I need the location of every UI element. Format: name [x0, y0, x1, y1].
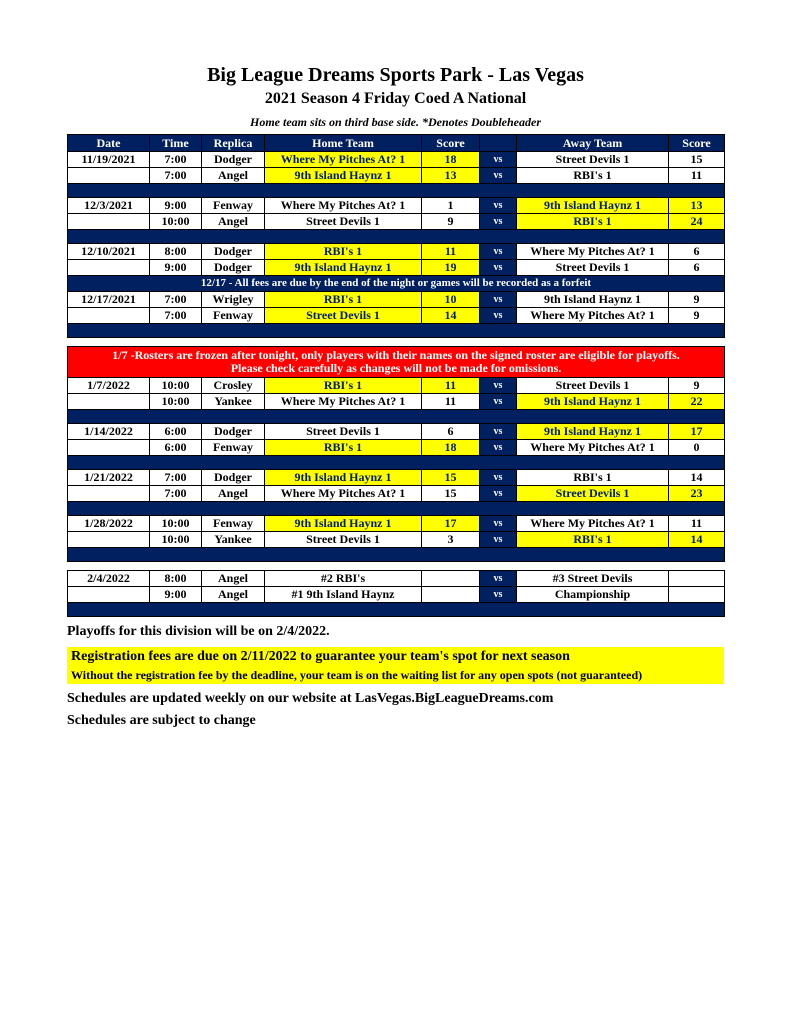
- away-score-cell: 0: [669, 440, 725, 456]
- time-cell: 7:00: [150, 486, 202, 502]
- away-team-cell: Street Devils 1: [517, 152, 669, 168]
- page-title: Big League Dreams Sports Park - Las Vegas: [207, 64, 584, 86]
- replica-cell: Wrigley: [202, 292, 265, 308]
- table-row-game: [68, 424, 725, 440]
- home-score-cell: 19: [422, 260, 480, 276]
- home-team-cell: #2 RBI's: [265, 571, 422, 587]
- notice-line: 1/7 -Rosters are frozen after tonight, only players with their names on the signed roster are eligible for playoffs.: [112, 348, 680, 362]
- home-score-cell: 11: [422, 394, 480, 410]
- away-score-cell: 9: [669, 292, 725, 308]
- subject-to-change-note: Schedules are subject to change: [67, 713, 256, 728]
- away-score-cell: [669, 571, 725, 587]
- away-team-cell: Championship: [517, 587, 669, 603]
- away-score-cell: 11: [669, 516, 725, 532]
- time-cell: 10:00: [150, 516, 202, 532]
- header-away-team: Away Team: [517, 135, 669, 152]
- replica-cell: Angel: [202, 168, 265, 184]
- page-subtitle: 2021 Season 4 Friday Coed A National: [264, 90, 527, 107]
- separator-bar: [68, 230, 725, 244]
- vs-cell: vs: [480, 587, 517, 603]
- home-team-cell: #1 9th Island Haynz: [265, 587, 422, 603]
- home-team-cell: Street Devils 1: [265, 532, 422, 548]
- gap-spacer: [68, 562, 725, 571]
- home-score-cell: 13: [422, 168, 480, 184]
- away-score-cell: 6: [669, 260, 725, 276]
- notice-navy: [68, 276, 725, 292]
- home-score-cell: 15: [422, 486, 480, 502]
- away-score-cell: 15: [669, 152, 725, 168]
- date-cell: [68, 440, 150, 456]
- header-home-team: Home Team: [265, 135, 422, 152]
- vs-cell: vs: [480, 198, 517, 214]
- away-score-cell: 9: [669, 308, 725, 324]
- away-score-cell: 9: [669, 378, 725, 394]
- table-row-game: [68, 532, 725, 548]
- home-score-cell: [422, 587, 480, 603]
- away-team-cell: 9th Island Haynz 1: [517, 424, 669, 440]
- header-time: Time: [150, 135, 202, 152]
- notice-line: 12/17 - All fees are due by the end of the night or games will be recorded as a forfeit: [200, 277, 592, 289]
- home-score-cell: [422, 571, 480, 587]
- date-cell: 2/4/2022: [68, 571, 150, 587]
- home-score-cell: 18: [422, 152, 480, 168]
- vs-cell: vs: [480, 168, 517, 184]
- vs-cell: vs: [480, 516, 517, 532]
- table-row-separator: [68, 603, 725, 617]
- header-home-score: Score: [422, 135, 480, 152]
- time-cell: 9:00: [150, 587, 202, 603]
- away-team-cell: 9th Island Haynz 1: [517, 198, 669, 214]
- table-row-game: [68, 152, 725, 168]
- date-cell: [68, 308, 150, 324]
- away-team-cell: Where My Pitches At? 1: [517, 516, 669, 532]
- vs-cell: vs: [480, 378, 517, 394]
- notice-line: Please check carefully as changes will not be made for omissions.: [230, 361, 562, 375]
- time-cell: 6:00: [150, 424, 202, 440]
- vs-cell: vs: [480, 308, 517, 324]
- time-cell: 9:00: [150, 260, 202, 276]
- away-team-cell: Street Devils 1: [517, 378, 669, 394]
- header-row: [68, 135, 725, 152]
- home-score-cell: 1: [422, 198, 480, 214]
- date-cell: 12/10/2021: [68, 244, 150, 260]
- table-row-separator: [68, 184, 725, 198]
- vs-cell: vs: [480, 440, 517, 456]
- date-cell: [68, 486, 150, 502]
- away-score-cell: 14: [669, 532, 725, 548]
- time-cell: 7:00: [150, 308, 202, 324]
- table-row-separator: [68, 502, 725, 516]
- date-cell: 12/17/2021: [68, 292, 150, 308]
- notice-red: [68, 347, 725, 378]
- home-score-cell: 11: [422, 378, 480, 394]
- table-row-game: [68, 516, 725, 532]
- home-team-cell: RBI's 1: [265, 292, 422, 308]
- separator-bar: [68, 548, 725, 562]
- date-cell: [68, 587, 150, 603]
- replica-cell: Dodger: [202, 244, 265, 260]
- away-score-cell: 24: [669, 214, 725, 230]
- home-team-cell: Where My Pitches At? 1: [265, 486, 422, 502]
- away-score-cell: 22: [669, 394, 725, 410]
- replica-cell: Fenway: [202, 440, 265, 456]
- home-score-cell: 11: [422, 244, 480, 260]
- home-team-cell: RBI's 1: [265, 244, 422, 260]
- time-cell: 8:00: [150, 571, 202, 587]
- away-team-cell: 9th Island Haynz 1: [517, 292, 669, 308]
- table-row-game: [68, 378, 725, 394]
- vs-cell: vs: [480, 532, 517, 548]
- home-team-cell: 9th Island Haynz 1: [265, 260, 422, 276]
- home-team-cell: Where My Pitches At? 1: [265, 198, 422, 214]
- home-team-cell: Where My Pitches At? 1: [265, 394, 422, 410]
- time-cell: 8:00: [150, 244, 202, 260]
- home-score-cell: 6: [422, 424, 480, 440]
- date-cell: [68, 168, 150, 184]
- separator-bar: [68, 603, 725, 617]
- home-team-cell: Where My Pitches At? 1: [265, 152, 422, 168]
- away-score-cell: [669, 587, 725, 603]
- away-team-cell: Where My Pitches At? 1: [517, 440, 669, 456]
- table-row-notice: [68, 276, 725, 292]
- header-replica: Replica: [202, 135, 265, 152]
- away-score-cell: 13: [669, 198, 725, 214]
- vs-cell: vs: [480, 152, 517, 168]
- away-team-cell: Street Devils 1: [517, 486, 669, 502]
- away-team-cell: Where My Pitches At? 1: [517, 244, 669, 260]
- home-score-cell: 18: [422, 440, 480, 456]
- date-cell: [68, 532, 150, 548]
- home-score-cell: 3: [422, 532, 480, 548]
- table-row-game: [68, 587, 725, 603]
- time-cell: 7:00: [150, 470, 202, 486]
- date-cell: 1/28/2022: [68, 516, 150, 532]
- time-cell: 10:00: [150, 378, 202, 394]
- header-vs: [480, 135, 517, 152]
- table-row-notice: [68, 347, 725, 378]
- home-score-cell: 17: [422, 516, 480, 532]
- table-row-game: [68, 308, 725, 324]
- table-row-gap: [68, 562, 725, 571]
- separator-bar: [68, 324, 725, 338]
- table-row-separator: [68, 230, 725, 244]
- date-cell: 1/7/2022: [68, 378, 150, 394]
- away-team-cell: Street Devils 1: [517, 260, 669, 276]
- table-row-game: [68, 571, 725, 587]
- table-row-game: [68, 260, 725, 276]
- vs-cell: vs: [480, 214, 517, 230]
- table-row-game: [68, 198, 725, 214]
- table-row-game: [68, 168, 725, 184]
- replica-cell: Fenway: [202, 198, 265, 214]
- home-team-cell: Street Devils 1: [265, 424, 422, 440]
- replica-cell: Angel: [202, 587, 265, 603]
- header-date: Date: [68, 135, 150, 152]
- time-cell: 10:00: [150, 532, 202, 548]
- schedule-table: [67, 134, 725, 617]
- home-score-cell: 14: [422, 308, 480, 324]
- table-row-game: [68, 470, 725, 486]
- vs-cell: vs: [480, 260, 517, 276]
- away-team-cell: RBI's 1: [517, 470, 669, 486]
- replica-cell: Angel: [202, 486, 265, 502]
- replica-cell: Dodger: [202, 424, 265, 440]
- away-team-cell: Where My Pitches At? 1: [517, 308, 669, 324]
- registration-waitlist-note: Without the registration fee by the deadline, your team is on the waiting list for any open spots (not guaranteed): [67, 667, 724, 684]
- separator-bar: [68, 184, 725, 198]
- separator-bar: [68, 502, 725, 516]
- website-note: Schedules are updated weekly on our website at LasVegas.BigLeagueDreams.com: [67, 691, 554, 706]
- away-team-cell: #3 Street Devils: [517, 571, 669, 587]
- table-row-game: [68, 244, 725, 260]
- date-cell: [68, 214, 150, 230]
- table-row-separator: [68, 548, 725, 562]
- date-cell: [68, 394, 150, 410]
- table-row-game: [68, 214, 725, 230]
- home-team-note: Home team sits on third base side. *Denotes Doubleheader: [250, 115, 541, 129]
- home-team-cell: 9th Island Haynz 1: [265, 516, 422, 532]
- vs-cell: vs: [480, 486, 517, 502]
- away-score-cell: 23: [669, 486, 725, 502]
- time-cell: 6:00: [150, 440, 202, 456]
- table-row-separator: [68, 324, 725, 338]
- home-team-cell: 9th Island Haynz 1: [265, 470, 422, 486]
- vs-cell: vs: [480, 292, 517, 308]
- table-row-game: [68, 440, 725, 456]
- vs-cell: vs: [480, 571, 517, 587]
- gap-spacer: [68, 338, 725, 347]
- vs-cell: vs: [480, 394, 517, 410]
- replica-cell: Yankee: [202, 532, 265, 548]
- replica-cell: Crosley: [202, 378, 265, 394]
- schedule-body: [68, 152, 725, 617]
- time-cell: 10:00: [150, 394, 202, 410]
- replica-cell: Fenway: [202, 308, 265, 324]
- playoffs-note: Playoffs for this division will be on 2/4/2022.: [67, 624, 330, 639]
- away-score-cell: 11: [669, 168, 725, 184]
- page-header: [0, 0, 791, 130]
- table-row-gap: [68, 338, 725, 347]
- replica-cell: Angel: [202, 214, 265, 230]
- away-team-cell: RBI's 1: [517, 532, 669, 548]
- separator-bar: [68, 410, 725, 424]
- separator-bar: [68, 456, 725, 470]
- date-cell: 1/21/2022: [68, 470, 150, 486]
- away-score-cell: 6: [669, 244, 725, 260]
- replica-cell: Yankee: [202, 394, 265, 410]
- replica-cell: Dodger: [202, 260, 265, 276]
- home-team-cell: Street Devils 1: [265, 308, 422, 324]
- away-score-cell: 17: [669, 424, 725, 440]
- date-cell: [68, 260, 150, 276]
- table-row-separator: [68, 410, 725, 424]
- table-row-game: [68, 292, 725, 308]
- home-team-cell: Street Devils 1: [265, 214, 422, 230]
- time-cell: 7:00: [150, 292, 202, 308]
- replica-cell: Angel: [202, 571, 265, 587]
- replica-cell: Dodger: [202, 152, 265, 168]
- vs-cell: vs: [480, 470, 517, 486]
- time-cell: 7:00: [150, 152, 202, 168]
- home-score-cell: 9: [422, 214, 480, 230]
- table-row-separator: [68, 456, 725, 470]
- home-score-cell: 10: [422, 292, 480, 308]
- time-cell: 10:00: [150, 214, 202, 230]
- away-score-cell: 14: [669, 470, 725, 486]
- date-cell: 11/19/2021: [68, 152, 150, 168]
- registration-due-note: Registration fees are due on 2/11/2022 to guarantee your team's spot for next season: [67, 647, 724, 667]
- away-team-cell: 9th Island Haynz 1: [517, 394, 669, 410]
- replica-cell: Dodger: [202, 470, 265, 486]
- away-team-cell: RBI's 1: [517, 214, 669, 230]
- table-row-game: [68, 486, 725, 502]
- away-team-cell: RBI's 1: [517, 168, 669, 184]
- vs-cell: vs: [480, 424, 517, 440]
- replica-cell: Fenway: [202, 516, 265, 532]
- vs-cell: vs: [480, 244, 517, 260]
- date-cell: 1/14/2022: [68, 424, 150, 440]
- time-cell: 9:00: [150, 198, 202, 214]
- home-team-cell: RBI's 1: [265, 378, 422, 394]
- page-footer: [67, 624, 724, 729]
- home-team-cell: 9th Island Haynz 1: [265, 168, 422, 184]
- date-cell: 12/3/2021: [68, 198, 150, 214]
- table-row-game: [68, 394, 725, 410]
- home-score-cell: 15: [422, 470, 480, 486]
- header-away-score: Score: [669, 135, 725, 152]
- time-cell: 7:00: [150, 168, 202, 184]
- home-team-cell: RBI's 1: [265, 440, 422, 456]
